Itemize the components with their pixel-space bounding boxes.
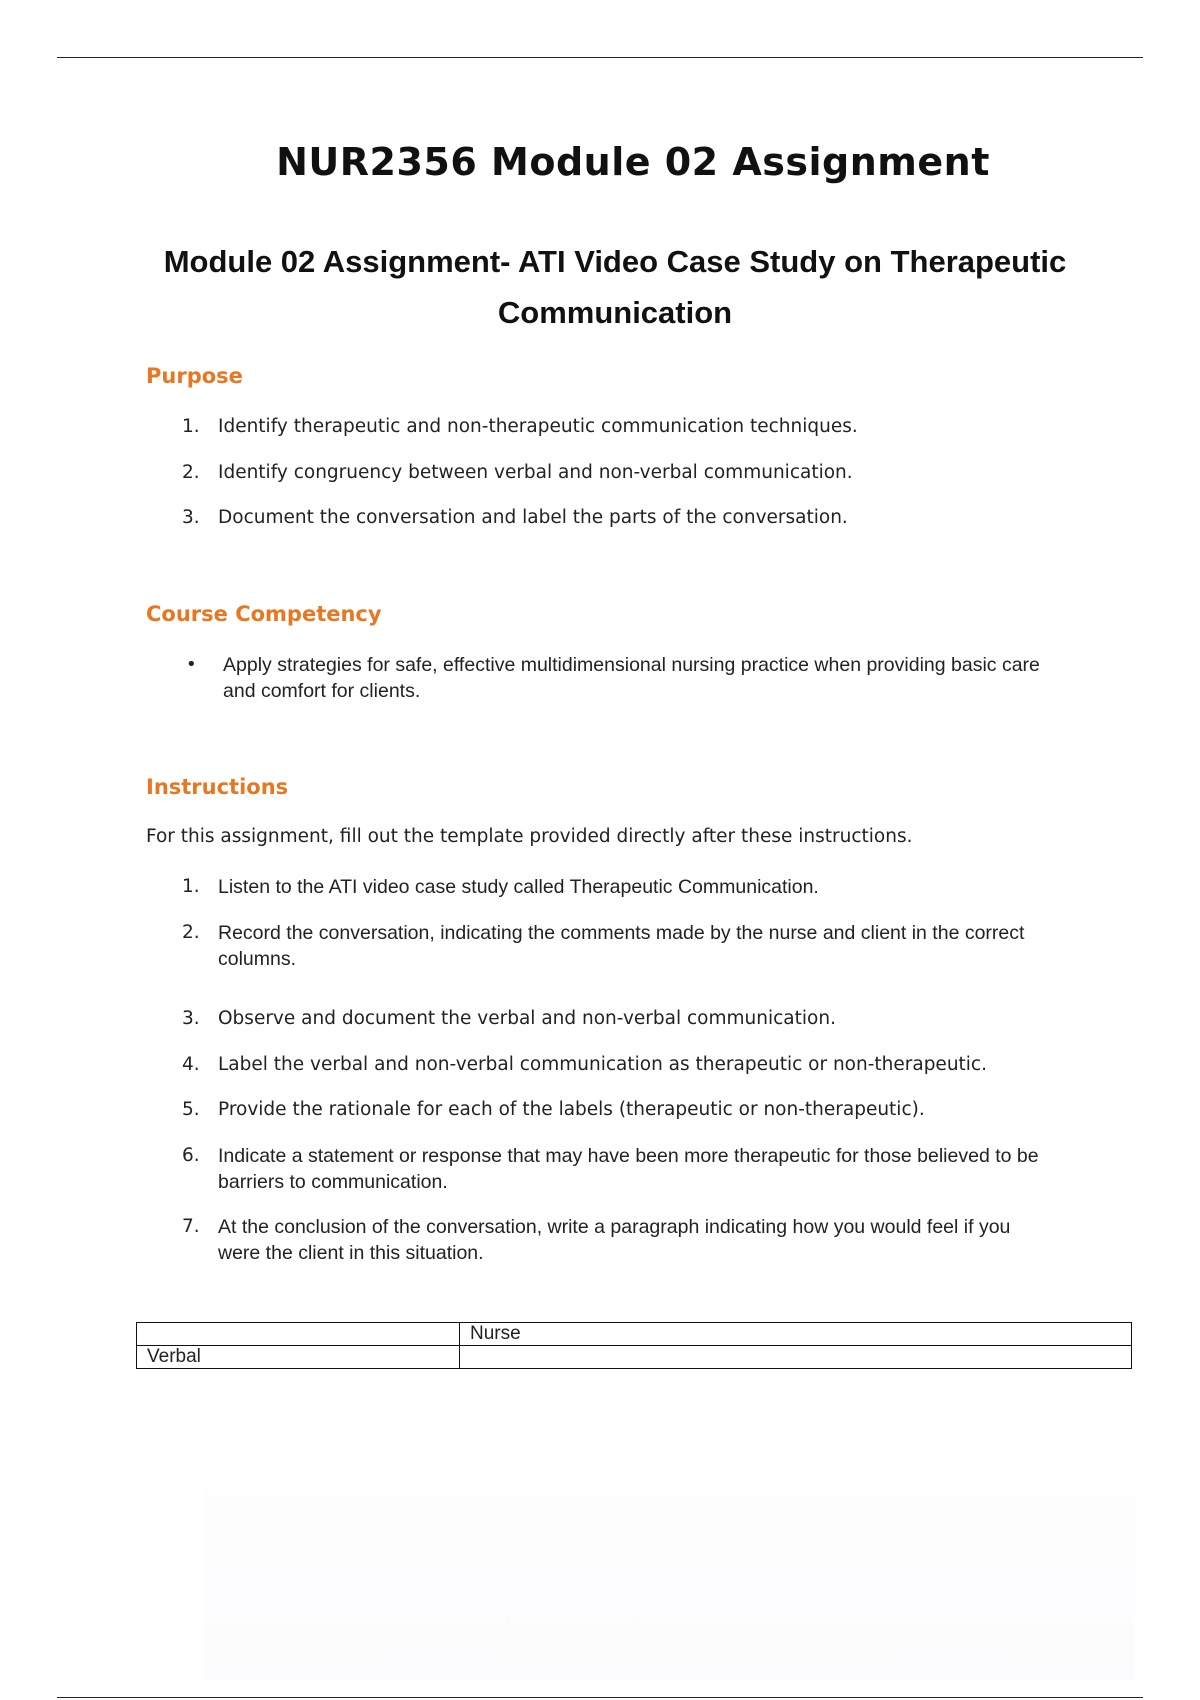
list-number: 3.: [182, 1008, 200, 1029]
list-text: Document the conversation and label the parts of the conversation.: [218, 507, 848, 528]
instructions-intro: For this assignment, fill out the template provided directly after these instructions.: [146, 826, 913, 847]
list-text: Listen to the ATI video case study called Therapeutic Communication.: [218, 876, 819, 898]
list-text: Indicate a statement or response that may have been more therapeutic for those believed to be barriers to communication.: [218, 1145, 1039, 1193]
list-text: Apply strategies for safe, effective multidimensional nursing practice when providing basic care and comfort for clients.: [223, 654, 1040, 702]
table-cell[interactable]: [137, 1323, 460, 1346]
list-text: Label the verbal and non-verbal communication as therapeutic or non-therapeutic.: [218, 1054, 987, 1075]
list-number: 5.: [182, 1099, 200, 1120]
bottom-rule: [57, 1697, 1143, 1698]
subtitle-line-1: Module 02 Assignment- ATI Video Case Study on Therapeutic: [163, 244, 1067, 279]
list-number: 3.: [182, 507, 200, 528]
verbal-row-label[interactable]: Verbal: [137, 1346, 460, 1369]
list-number: 4.: [182, 1054, 200, 1075]
list-text: Identify congruency between verbal and non-verbal communication.: [218, 462, 853, 483]
instructions-heading: Instructions: [146, 775, 289, 799]
list-number: 6.: [182, 1145, 200, 1166]
table-cell[interactable]: [460, 1346, 1132, 1369]
document-title: NUR2356 Module 02 Assignment: [276, 140, 990, 184]
list-number: 1.: [182, 876, 200, 897]
list-number: 2.: [182, 462, 200, 483]
list-text: Identify therapeutic and non-therapeutic communication techniques.: [218, 416, 858, 437]
list-text: Provide the rationale for each of the labels (therapeutic or non-therapeutic).: [218, 1099, 925, 1120]
list-number: 2.: [182, 922, 200, 943]
conversation-template-table: [136, 1322, 1132, 1369]
nurse-column-header[interactable]: Nurse: [460, 1323, 1132, 1346]
top-rule: [57, 57, 1143, 58]
list-number: 1.: [182, 416, 200, 437]
list-text: Record the conversation, indicating the comments made by the nurse and client in the correct columns.: [218, 922, 1025, 970]
list-number: 7.: [182, 1216, 200, 1237]
table-header-row: [137, 1323, 1132, 1346]
page-shading: [205, 1380, 1135, 1680]
document-subtitle: [140, 236, 1090, 338]
course-competency-heading: Course Competency: [146, 602, 382, 626]
list-text: Observe and document the verbal and non-verbal communication.: [218, 1008, 836, 1029]
bullet-icon: •: [186, 654, 197, 675]
table-row: [137, 1346, 1132, 1369]
purpose-heading: Purpose: [146, 364, 243, 388]
subtitle-line-2: Communication: [497, 295, 733, 330]
list-text: At the conclusion of the conversation, write a paragraph indicating how you would feel if you were the client in this situation.: [218, 1216, 1011, 1264]
